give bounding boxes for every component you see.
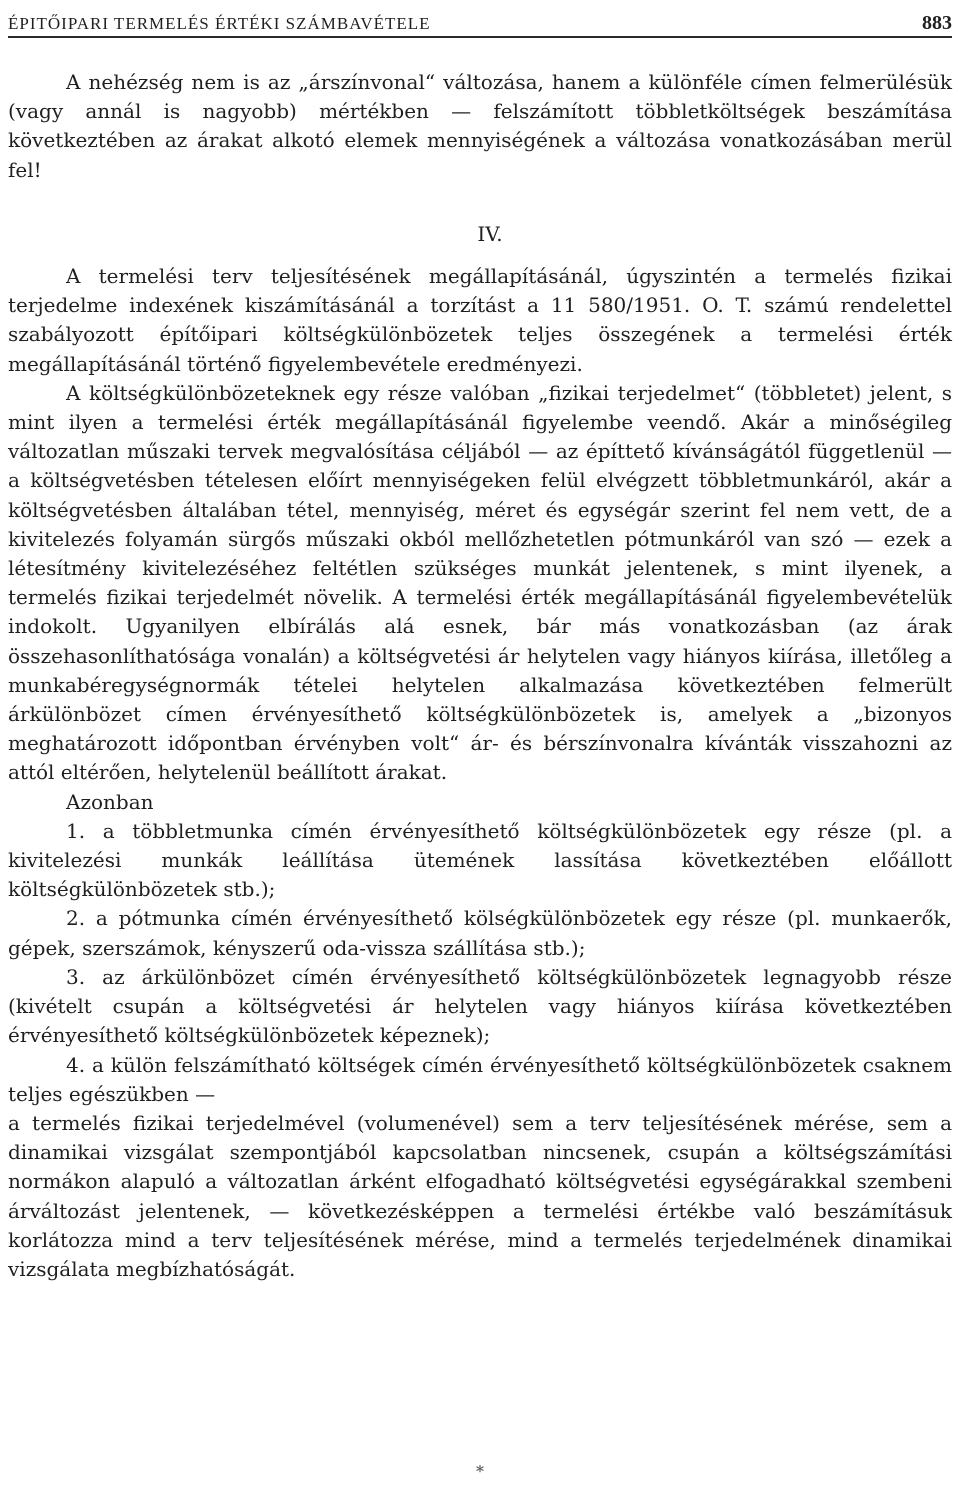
paragraph-conclusion: a termelés fizikai terjedelmével (volumenével) sem a terv teljesítésének mérése, sem a dinamikai vizsgálat szempontjából kapcsolatban nincsenek, csupán a költségszámítási normákon alapuló a változatlan árként elfogadható költségvetési egységárakkal szembeni árváltozást jelentenek, — következésképpen a termelési értékbe való beszámításuk korlátozza mind a terv teljesítésének mérése, mind a termelés terjedelmének dinamikai vizsgálata megbízhatóságát. [8,1110,952,1281]
page-header [8,4,952,38]
page-number: 883 [922,12,952,34]
footer-asterisk: * [476,1462,484,1481]
list-item: 3. az árkülönbözet címén érvényesíthető költségkülönbözetek legnagyobb része (kivételt csupán a költségvetési ár helytelen vagy hiányos kiírása következtében érvényesíthető költségkülönbözetek képeznek); [8,964,952,1048]
page-body [8,68,952,1284]
list-item: 2. a pótmunka címén érvényesíthető kölségkülönbözetek egy része (pl. munkaerők, gépek, szerszámok, kényszerű oda-vissza szállítása stb.); [8,906,952,960]
running-title: ÉPITŐIPARI TERMELÉS ÉRTÉKI SZÁMBAVÉTELE [8,14,431,33]
paragraph: Azonban [66,789,154,814]
paragraph: A költségkülönbözeteknek egy része valóban „fizikai terjedelmet“ (többletet) jelent, s mint ilyen a termelési érték megállapításánál figyelembe veendő. Akár a minőségileg változatlan műszaki tervek megvalósítása céljából — az építtető kívánságától függetlenül — a költségvetésben tételesen előírt mennyiségeken felül elvégzett többletmunkáról, akár a költségvetésben általában tétel, mennyiség, méret és egységár szerint fel nem vett, de a kivitelezés folyamán sürgős műszaki okból mellőzhetetlen pótmunkáról van szó — ezek a létesítmény kivitelezéséhez feltétlen szükséges munkát jelentenek, s mint ilyenek, a termelés fizikai terjedelmét növelik. A termelési érték megállapításánál figyelembevételük indokolt. Ugyanilyen elbírálás alá esnek, bár más vonatkozásban (az árak összehasonlíthatósága vonalán) a költségvetési ár helytelen vagy hiányos kiírása, illetőleg a munkabéregységnormák tételei helytelen alkalmazása következtében felmerült árkülönbözet címen érvényesíthető költségkülönbözetek is, amelyek a „bizonyos meghatározott időpontban érvényben volt“ ár- és bérszínvonalra kívánták visszahozni az attól eltérően, helytelenül beállított árakat. [8,380,952,785]
list-item: 1. a többletmunka címén érvényesíthető költségkülönbözetek egy része (pl. a kivitelezési munkák leállítása ütemének lassítása következtében előállott költségkülönbözetek stb.); [8,818,952,902]
paragraph-intro: A nehézség nem is az „árszínvonal“ változása, hanem a különféle címen felmerülésük (vagy annál is nagyobb) mértékben — felszámított többletköltségek beszámítása következtében az árakat alkotó elemek mennyiségének a változása vonatkozásában merül fel! [8,70,952,182]
section-heading: IV. [477,221,503,246]
paragraph: A termelési terv teljesítésének megállapításánál, úgyszintén a termelés fizikai terjedelme indexének kiszámításánál a torzítást a 11 580/1951. O. T. számú rendelettel szabályozott építőipari költségkülönbözetek teljes összegének a termelési érték megállapításánál történő figyelembevétele eredményezi. [8,264,952,376]
list-item: 4. a külön felszámítható költségek címén érvényesíthető költségkülönbözetek csaknem teljes egészükben — [8,1052,952,1106]
